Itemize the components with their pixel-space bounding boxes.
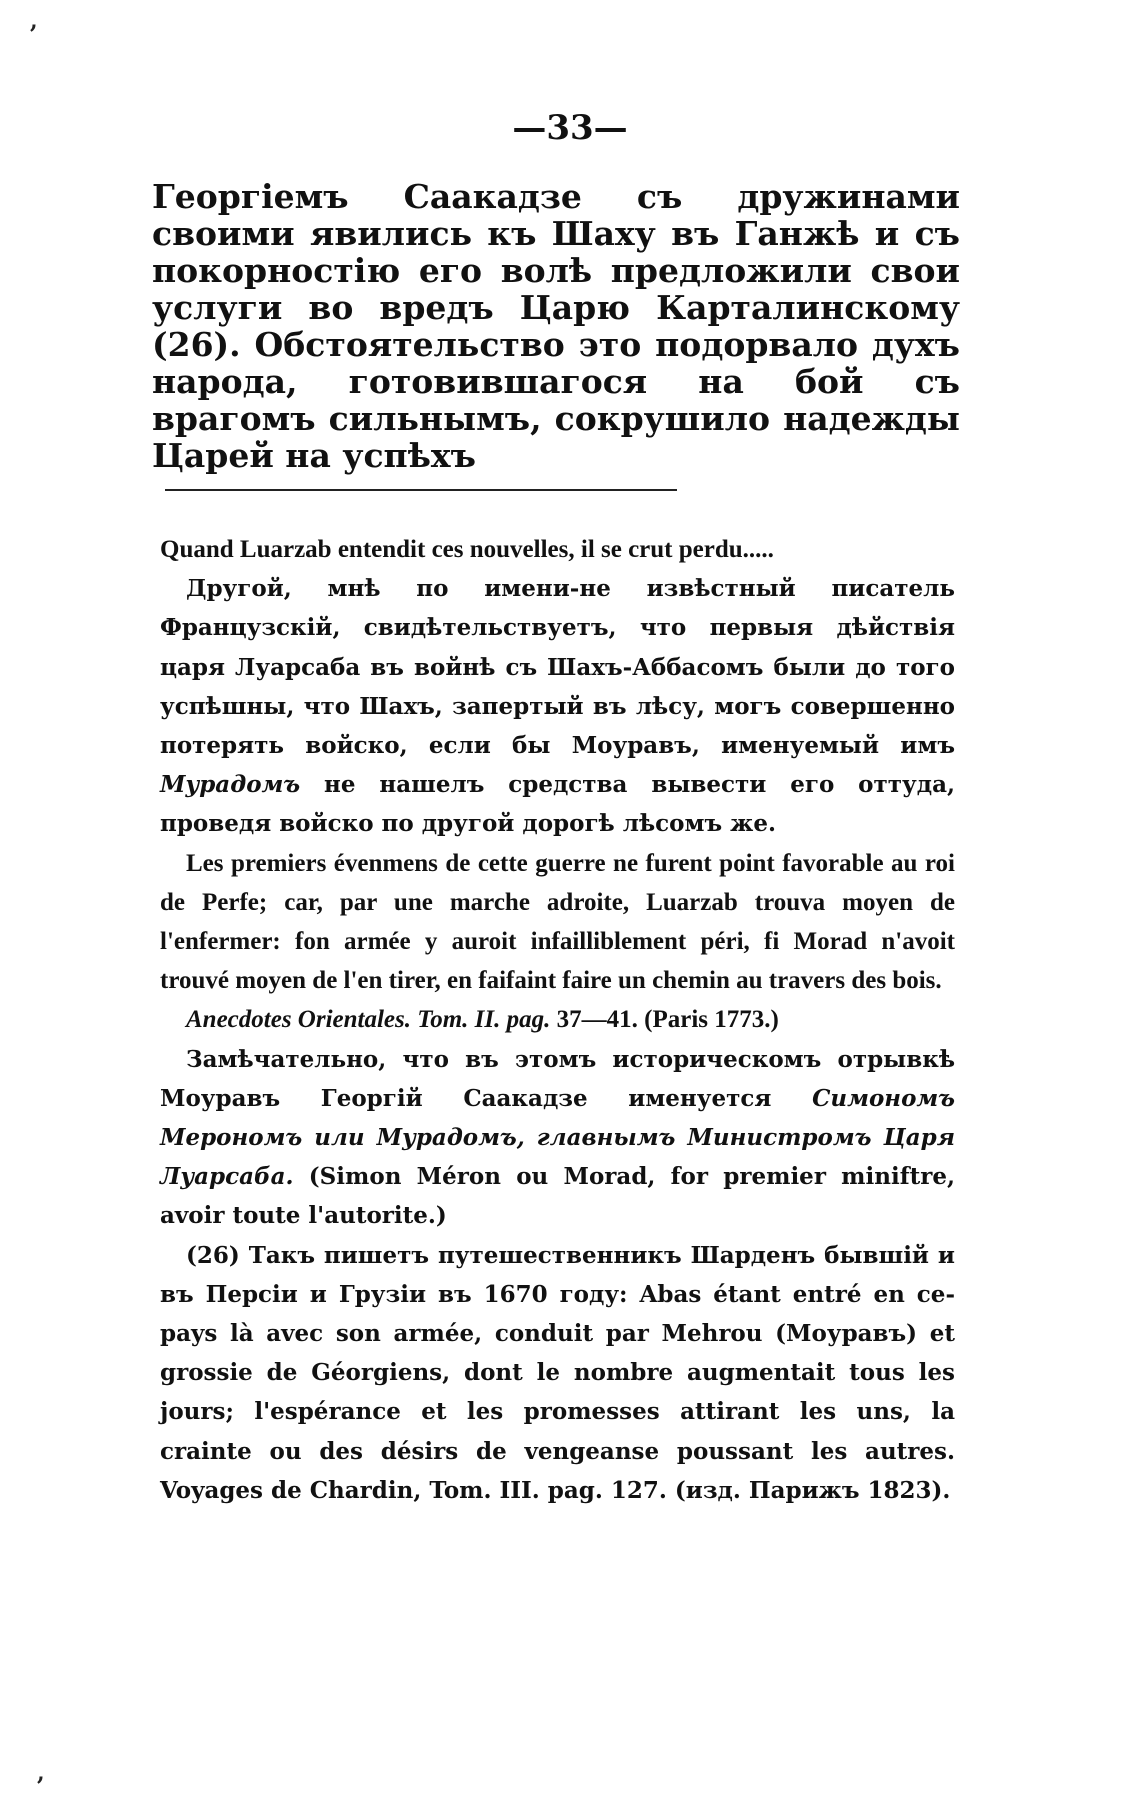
citation-title: Anecdotes Orientales. Tom. II. pag. bbox=[186, 1006, 551, 1034]
footnote-remark-french: (Simon Méron ou Morad, for premier miniftre, avoir toute l'autorite.) bbox=[160, 1163, 955, 1230]
footnote-citation bbox=[160, 1000, 955, 1039]
footnote-russian-text: Другой, мнѣ по имени-не извѣстный писатель Французскій, свидѣтельствуетъ, что первыя дѣйствія царя Луарсаба въ войнѣ съ Шахъ-Аббасомъ были до того успѣшны, что Шахъ, запертый въ лѣсу, могъ совершенно потерять войско, если бы Моуравъ, именуемый имъ bbox=[160, 575, 955, 760]
footnote-remark: Замѣчательно, что въ этомъ историческомъ отрывкѣ Моуравъ Георгій Саакадзе именуется bbox=[160, 1045, 955, 1112]
footnote-26: (26) Такъ пишетъ путешественникъ Шарденъ бывшій и въ Персіи и Грузіи въ 1670 году: Abas étant entré en ce-pays là avec son armée, conduit par Mehrou (Моуравъ) et grossie de Géorgiens, dont le nombre augmentait tous les jours; l'espérance et les promesses attirant les uns, la crainte ou des désirs de vengeanse poussant les autres. Voyages de Chardin, Tom. III. pag. 127. (изд. Парижъ 1823). bbox=[160, 1241, 955, 1504]
footnote-russian-italic-name: Мурадомъ bbox=[160, 771, 301, 799]
footnote-russian-paragraph-1 bbox=[160, 569, 955, 843]
footnote-remark-italic: Симономъ Мерономъ или Мурадомъ, главнымъ Министромъ Царя Луарсаба. bbox=[160, 1084, 955, 1191]
footnote-french-paragraph: Les premiers évenmens de cette guerre ne furent point favorable au roi de Perfe; car, par une marche adroite, Luarzab trouva moyen de l'enfermer: fon armée y auroit infailliblement péri, fi Morad n'avoit trouvé moyen de l'en tirer, en faifaint faire un chemin au travers des bois. bbox=[160, 849, 955, 995]
scan-speck: , bbox=[30, 8, 38, 34]
main-body-text: Георгіемъ Саакадзе съ дружинами своими явились къ Шаху въ Ганжѣ и съ покорностію его волѣ предложили свои услуги во вредъ Царю Карталинскому (26). Обстоятельство это подорвало духъ народа, готовившагося на бой съ врагомъ сильнымъ, сокрушило надежды Царей на успѣхъ bbox=[152, 177, 960, 475]
footnote-russian-paragraph-2 bbox=[160, 1040, 955, 1236]
citation-pages: 37—41. (Paris 1773.) bbox=[556, 1006, 779, 1034]
footnote-russian-text-end: не нашелъ средства вывести его оттуда, проведя войско по другой дорогѣ лѣсомъ же. bbox=[160, 771, 955, 838]
footnote-separator-rule bbox=[165, 489, 677, 491]
scan-speck: , bbox=[37, 1760, 45, 1786]
footnote-french-quote: Quand Luarzab entendit ces nouvelles, il se crut perdu..... bbox=[160, 536, 774, 563]
page-number: —33— bbox=[512, 108, 628, 148]
footnotes-block bbox=[160, 530, 955, 1510]
